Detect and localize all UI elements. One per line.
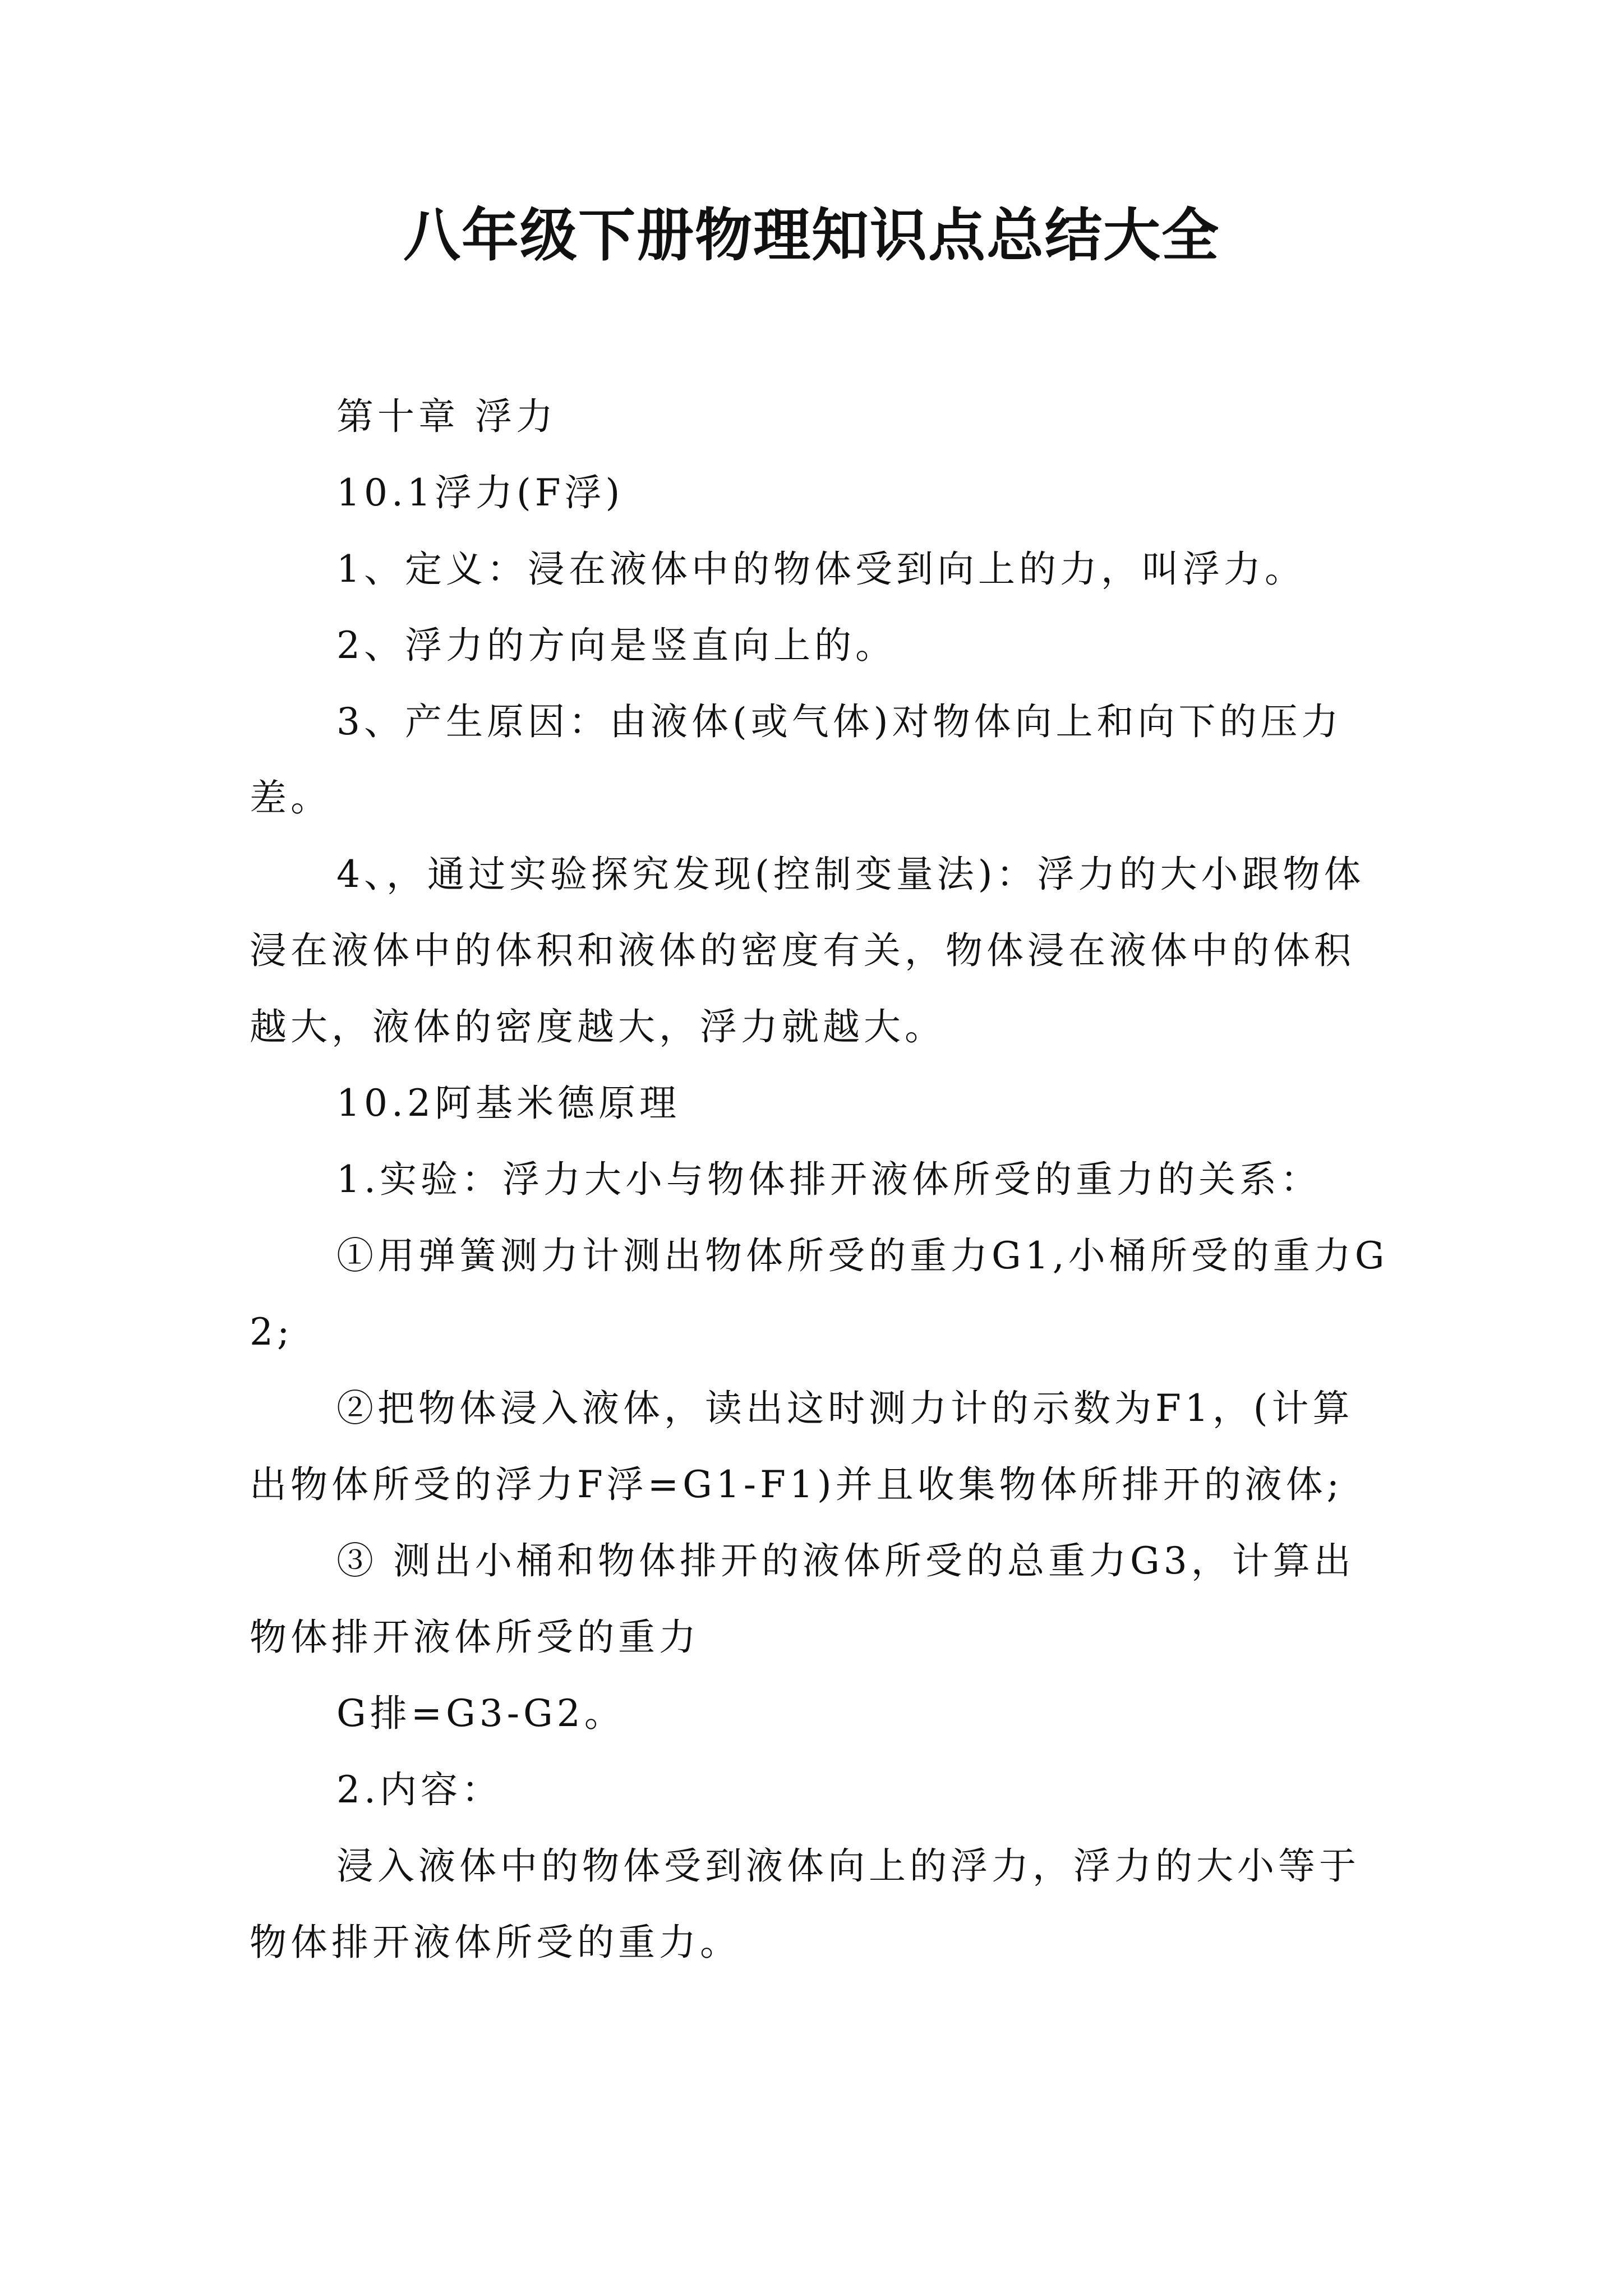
paragraph: 1、定义：浸在液体中的物体受到向上的力，叫浮力。 [336, 547, 1306, 591]
chapter-heading: 第十章 浮力 [336, 395, 557, 438]
paragraph: 3、产生原因：由液体(或气体)对物体向上和向下的压力差。 [250, 700, 1343, 820]
paragraph: 4、，通过实验探究发现(控制变量法)：浮力的大小跟物体浸在液体中的体积和液体的密度有关，物体浸在液体中的体积越大，液体的密度越大，浮力就越大。 [250, 853, 1365, 1048]
paragraph: 浸入液体中的物体受到液体向上的浮力，浮力的大小等于物体排开液体所受的重力。 [250, 1844, 1360, 1964]
paragraph: 2、浮力的方向是竖直向上的。 [336, 624, 896, 667]
section-heading: 10.2阿基米德原理 [336, 1082, 680, 1125]
paragraph: ①用弹簧测力计测出物体所受的重力G1,小桶所受的重力G2; [250, 1234, 1389, 1354]
paragraph: ②把物体浸入液体，读出这时测力计的示数为F1，(计算出物体所受的浮力F浮=G1-F1)并且收集物体所排开的液体; [250, 1387, 1354, 1506]
document-body [250, 379, 1394, 1981]
formula-line: G排=G3-G2。 [336, 1692, 625, 1735]
paragraph: ③ 测出小桶和物体排开的液体所受的总重力G3，计算出物体排开液体所受的重力 [250, 1539, 1355, 1659]
section-heading: 10.1浮力(F浮) [336, 471, 624, 514]
paragraph: 1.实验：浮力大小与物体排开液体所受的重力的关系： [336, 1158, 1321, 1201]
document-title: 八年级下册物理知识点总结大全 [403, 202, 1220, 269]
paragraph: 2.内容： [336, 1768, 502, 1811]
